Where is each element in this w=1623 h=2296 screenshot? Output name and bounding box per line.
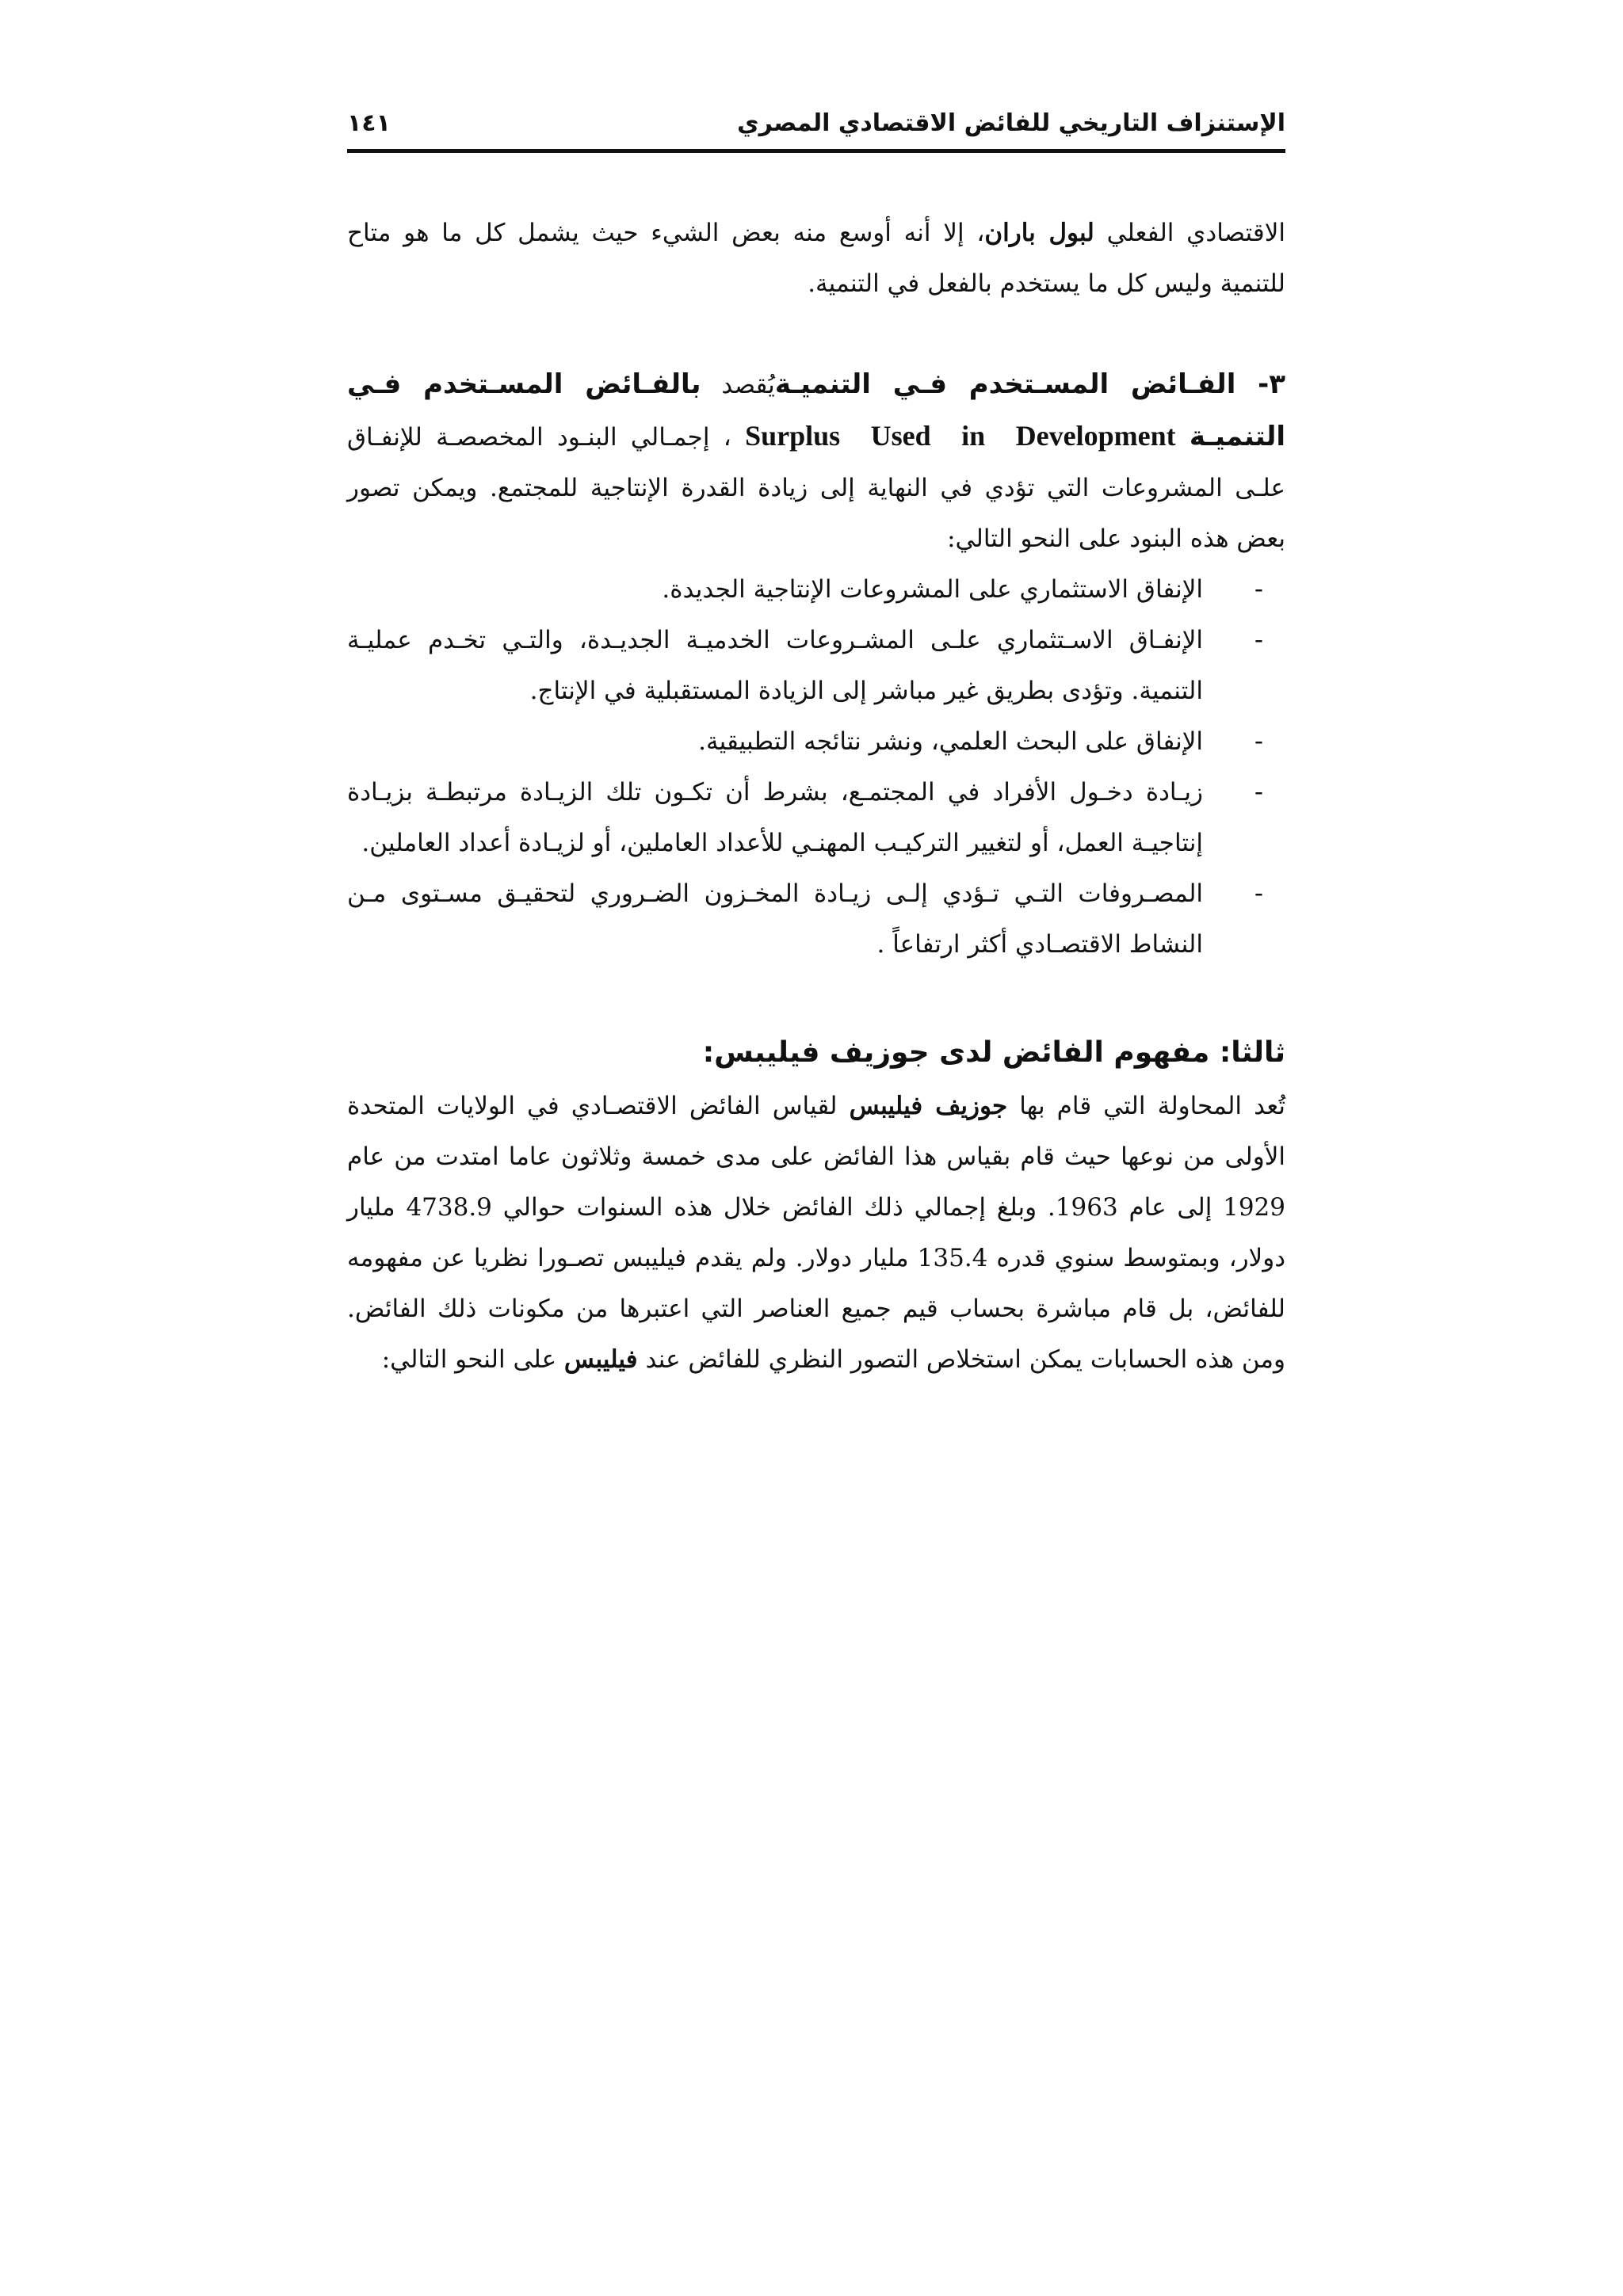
- intro-text-1: الاقتصادي الفعلي: [1094, 219, 1285, 247]
- bullet-dash: -: [1254, 575, 1263, 604]
- phillips-text-3: على النحو التالي:: [381, 1345, 564, 1374]
- intro-paragraph: [347, 208, 1285, 309]
- list-item: [347, 716, 1285, 767]
- section3-bullet-list: [347, 564, 1285, 970]
- list-item-text: زيـادة دخـول الأفراد في المجتمـع، بشرط أن تكـون تلك الزيـادة مرتبطـة بزيـادة إنتاجيـة العمل، أو لتغيير التركيـب المهنـي للأعداد العاملين، أو لزيـادة أعداد العاملين.: [347, 778, 1203, 857]
- section3-bold-term: بالفـائض المسـتخدم فـي التنميـة: [347, 368, 1286, 452]
- page-header: [347, 101, 1285, 153]
- list-item-text: المصـروفات التـي تـؤدي إلـى زيـادة المخـزون الضـروري لتحقيـق مسـتوى مـن النشاط الاقتصـادي أكثر ارتفاعاً .: [347, 879, 1203, 959]
- list-item-text: الإنفاق الاستثماري على المشروعات الإنتاجية الجديدة.: [662, 575, 1203, 604]
- intro-bold-name: لبول باران: [984, 219, 1094, 247]
- list-item: [347, 868, 1285, 970]
- section-gap: [347, 970, 1285, 1025]
- section-third-heading: ثالثا: مفهوم الفائض لدى جوزيف فيليبس:: [702, 1036, 1285, 1069]
- section3-body: ، إجمـالي البنـود المخصصـة للإنفـاق علـى المشروعات التي تؤدي في النهاية إلى زيادة القدرة الإنتاجية للمجتمع. ويمكن تصور بعض هذه البنود على النحو التالي:: [347, 423, 1285, 553]
- phillips-text-2: لقياس الفائض الاقتصـادي في الولايات المتحدة الأولى من نوعها حيث قام بقياس هذا الفائض على مدى خمسة وثلاثون عاما امتدت من عام 1929 إلى عام 1963. وبلغ إجمالي ذلك الفائض خلال هذه السنوات حوالي 4738.9 مليار دولار، وبمتوسط سنوي قدره 135.4 مليار دولار. ولم يقدم فيليبس تصـورا نظريا عن مفهومه للفائض، بل قام مباشرة بحساب قيم جميع العناصر التي اعتبرها من مكونات ذلك الفائض. ومن هذه الحسابات يمكن استخلاص التصور النظري للفائض عند: [347, 1092, 1285, 1374]
- bullet-dash: -: [1254, 626, 1263, 654]
- list-item-text: الإنفاق على البحث العلمي، ونشر نتائجه التطبيقية.: [698, 727, 1203, 756]
- page-body: [347, 208, 1285, 1385]
- list-item: [347, 767, 1285, 868]
- section3-paragraph: [347, 358, 1285, 564]
- phillips-bold-name: جوزيف فيليبس: [849, 1092, 1008, 1120]
- section3-english-term: Surplus Used in Development: [745, 420, 1176, 452]
- phillips-paragraph: [347, 1081, 1285, 1385]
- running-title: الإستنزاف التاريخي للفائض الاقتصادي المصري: [737, 109, 1285, 137]
- list-item: [347, 615, 1285, 716]
- section3-lead: يُقصد: [701, 371, 775, 399]
- list-item-text: الإنفـاق الاسـتثماري علـى المشـروعات الخدميـة الجديـدة، والتـي تخـدم عمليـة التنمية. وتؤدى بطريق غير مباشر إلى الزيادة المستقبلية في الإنتاج.: [347, 626, 1203, 705]
- section3-heading: ٣- الفـائض المسـتخدم فـي التنميـة: [774, 368, 1286, 400]
- intro-text-2: ، إلا أنه أوسع منه بعض الشيء حيث يشمل كل ما هو متاح للتنمية وليس كل ما يستخدم بالفعل في التنمية.: [347, 219, 1285, 298]
- bullet-dash: -: [1254, 727, 1263, 756]
- phillips-bold-name-2: فيليبس: [563, 1345, 638, 1374]
- section-gap: [347, 309, 1285, 358]
- bullet-dash: -: [1254, 879, 1263, 908]
- bullet-dash: -: [1254, 778, 1263, 807]
- list-item: [347, 564, 1285, 615]
- page-number: ١٤١: [347, 109, 391, 137]
- phillips-text-1: تُعد المحاولة التي قام بها: [1007, 1092, 1285, 1120]
